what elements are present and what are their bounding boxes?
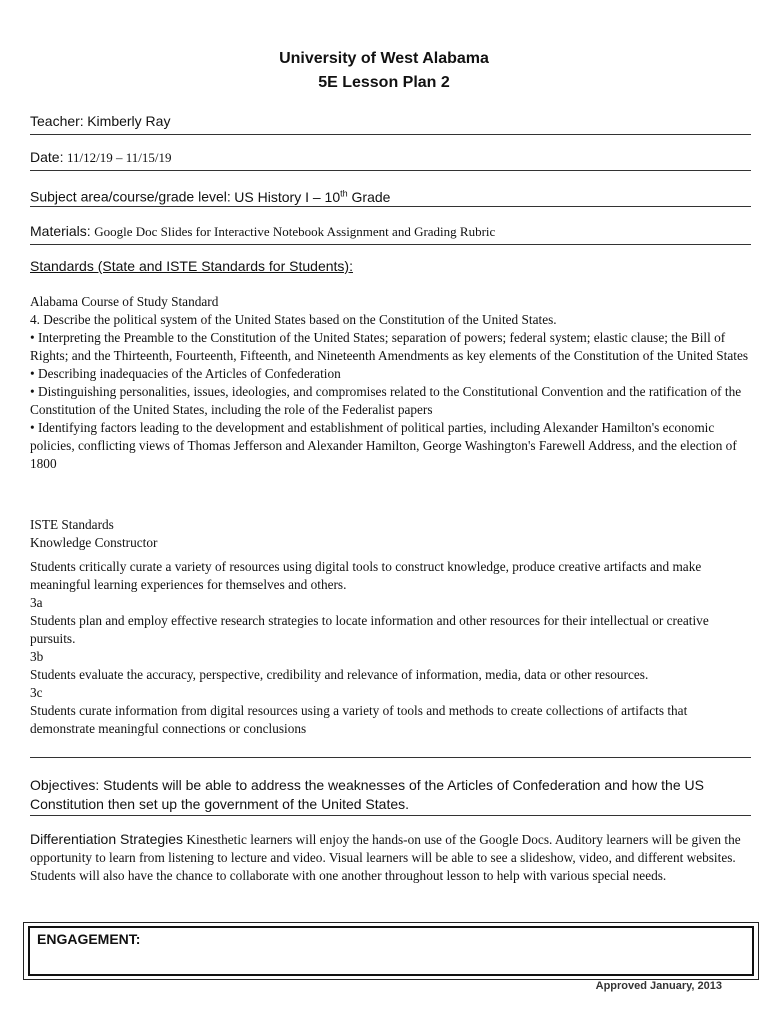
materials-value: Google Doc Slides for Interactive Notebook Assignment and Grading Rubric bbox=[94, 224, 496, 239]
engagement-label: ENGAGEMENT: bbox=[37, 931, 141, 947]
alabama-standards bbox=[30, 293, 755, 473]
teacher-value: Kimberly Ray bbox=[87, 113, 171, 129]
alabama-title: Alabama Course of Study Standard bbox=[30, 294, 219, 309]
standard-bullet: • Identifying factors leading to the development and establishment of political parties, including Alexander Hamilton's economic policies, conflicting views of Thomas Jefferson and Alexander Hamilton, George Washington's Farewell Address, and the election of 1800 bbox=[30, 420, 737, 471]
differentiation-text: Kinesthetic learners will enjoy the hands-on use of the Google Docs. Auditory learners will be given the opportunity to learn from listening to lecture and video. Visual learners will be able to see a slideshow, video, and different websites. Students will also have the chance to collaborate with one another throughout lesson to help with various special needs. bbox=[30, 832, 741, 883]
section-divider bbox=[30, 757, 751, 758]
date-label: Date: bbox=[30, 149, 64, 165]
iste-subtitle: Knowledge Constructor bbox=[30, 535, 158, 550]
iste-title: ISTE Standards bbox=[30, 517, 114, 532]
subject-field bbox=[30, 184, 751, 207]
iste-code: 3a bbox=[30, 595, 43, 610]
approved-footer: Approved January, 2013 bbox=[595, 980, 722, 992]
subject-value bbox=[234, 189, 390, 205]
university-title: University of West Alabama bbox=[279, 50, 489, 67]
objectives-text: Students will be able to address the weaknesses of the Articles of Confederation and how the US Constitution then set up the government of the United States. bbox=[30, 777, 704, 812]
differentiation-label: Differentiation Strategies bbox=[30, 831, 184, 847]
objectives-label: Objectives: bbox=[30, 777, 100, 793]
iste-code: 3c bbox=[30, 685, 43, 700]
objectives-section bbox=[30, 776, 755, 814]
iste-intro: Students critically curate a variety of resources using digital tools to construct knowledge, produce creative artifacts and make meaningful learning experiences for themselves and others. bbox=[30, 559, 702, 592]
section-divider bbox=[30, 815, 751, 816]
engagement-box bbox=[23, 922, 759, 980]
subject-value-superscript: th bbox=[340, 188, 348, 198]
standard-bullet: • Describing inadequacies of the Articles of Confederation bbox=[30, 366, 341, 381]
date-field bbox=[30, 148, 751, 171]
subject-label: Subject area/course/grade level: bbox=[30, 188, 231, 205]
standards-heading: Standards (State and ISTE Standards for Students): bbox=[30, 258, 353, 274]
alabama-item: 4. Describe the political system of the United States based on the Constitution of the United States. bbox=[30, 312, 557, 327]
iste-standards bbox=[30, 516, 755, 738]
engagement-inner-box bbox=[28, 926, 754, 976]
iste-code: 3b bbox=[30, 649, 44, 664]
teacher-field bbox=[30, 112, 751, 135]
subject-value-main: US History I – 10 bbox=[234, 188, 341, 205]
lesson-plan-title: 5E Lesson Plan 2 bbox=[318, 74, 450, 91]
subject-value-suffix: Grade bbox=[347, 188, 391, 205]
standard-bullet: • Distinguishing personalities, issues, ideologies, and compromises related to the Constitutional Convention and the ratification of the Constitution of the United States, including the role of the Federalist papers bbox=[30, 384, 742, 417]
iste-text: Students plan and employ effective research strategies to locate information and other resources for their intellectual or creative pursuits. bbox=[30, 613, 709, 646]
iste-text: Students evaluate the accuracy, perspective, credibility and relevance of information, media, data or other resources. bbox=[30, 667, 649, 682]
date-value: 11/12/19 – 11/15/19 bbox=[66, 150, 172, 165]
materials-label: Materials: bbox=[30, 223, 91, 239]
teacher-label: Teacher: bbox=[30, 113, 84, 129]
differentiation-section bbox=[30, 830, 755, 885]
standard-bullet: • Interpreting the Preamble to the Constitution of the United States; separation of powers; federal system; elastic clause; the Bill of Rights; and the Thirteenth, Fourteenth, Fifteenth, and Nineteenth Amendments as key elements of the Constitution of the United States bbox=[30, 330, 749, 363]
iste-text: Students curate information from digital resources using a variety of tools and methods to create collections of artifacts that demonstrate meaningful connections or conclusions bbox=[30, 703, 688, 736]
materials-field bbox=[30, 222, 751, 245]
